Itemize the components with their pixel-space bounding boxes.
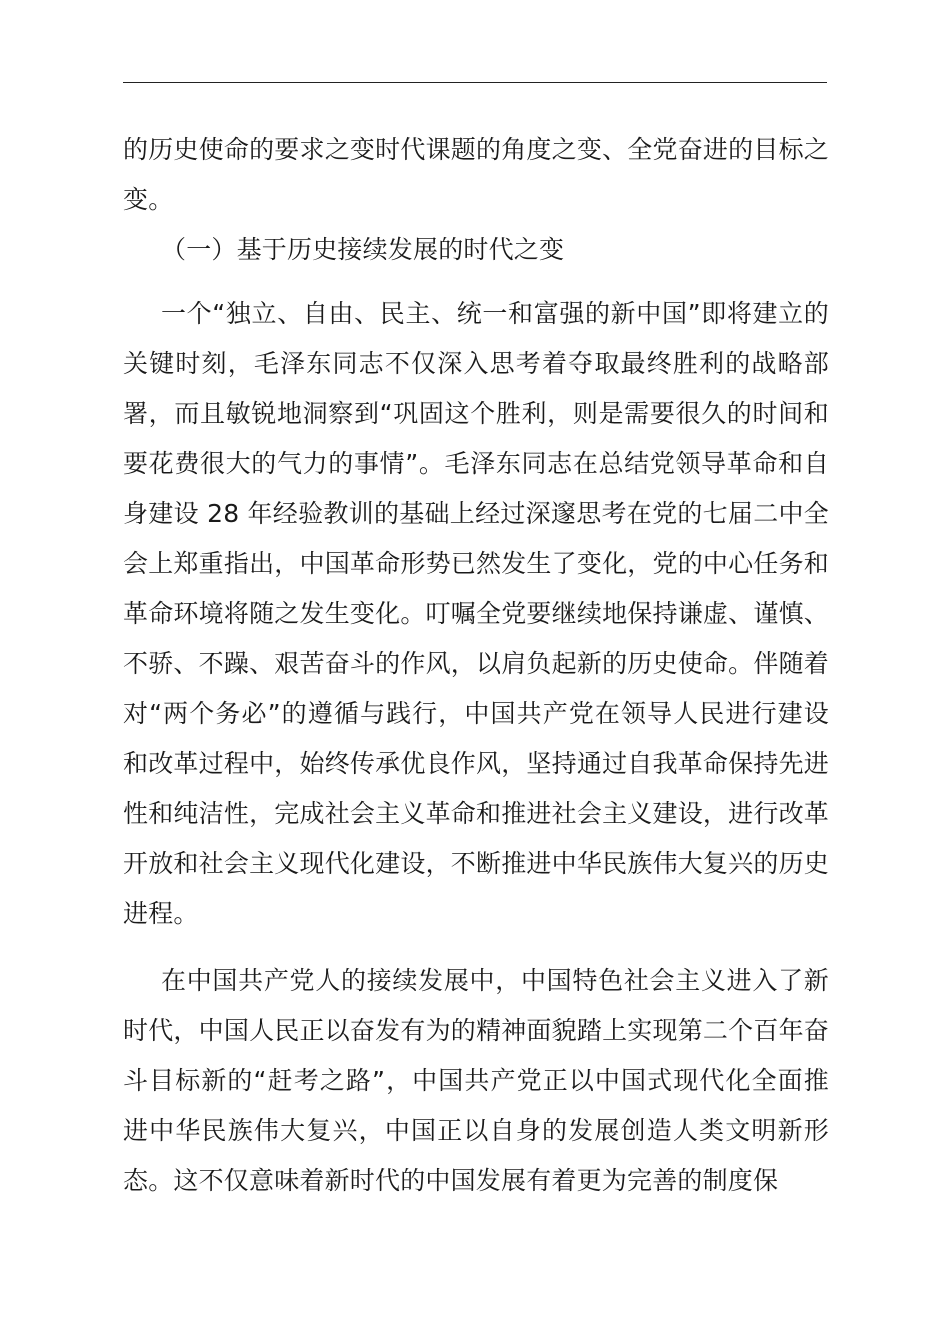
paragraph: 在中国共产党人的接续发展中，中国特色社会主义进入了新时代，中国人民正以奋发有为的精神面貌踏上实现第二个百年奋斗目标新的“赶考之路”，中国共产党正以中国式现代化全面推进中华民族伟大复兴，中国正以自身的发展创造人类文明新形态。这不仅意味着新时代的中国发展有着更为完善的制度保 bbox=[123, 966, 829, 1195]
document-body bbox=[123, 125, 829, 1206]
paragraph: 一个“独立、自由、民主、统一和富强的新中国”即将建立的关键时刻，毛泽东同志不仅深入思考着夺取最终胜利的战略部署，而且敏锐地洞察到“巩固这个胜利，则是需要很久的时间和要花费很大的气力的事情”。毛泽东同志在总结党领导革命和自身建设 28 年经验教训的基础上经过深邃思考在党的七届二中全会上郑重指出，中国革命形势已然发生了变化，党的中心任务和革命环境将随之发生变化。叮嘱全党要继续地保持谦虚、谨慎、不骄、不躁、艰苦奋斗的作风，以肩负起新的历史使命。伴随着对“两个务必”的遵循与践行，中国共产党在领导人民进行建设和改革过程中，始终传承优良作风，坚持通过自我革命保持先进性和纯洁性，完成社会主义革命和推进社会主义建设，进行改革开放和社会主义现代化建设，不断推进中华民族伟大复兴的历史进程。 bbox=[123, 299, 829, 928]
section-heading: （一）基于历史接续发展的时代之变 bbox=[161, 235, 565, 264]
header-rule bbox=[123, 82, 827, 83]
paragraph-continued: 的历史使命的要求之变时代课题的角度之变、全党奋进的目标之变。 bbox=[123, 135, 829, 214]
